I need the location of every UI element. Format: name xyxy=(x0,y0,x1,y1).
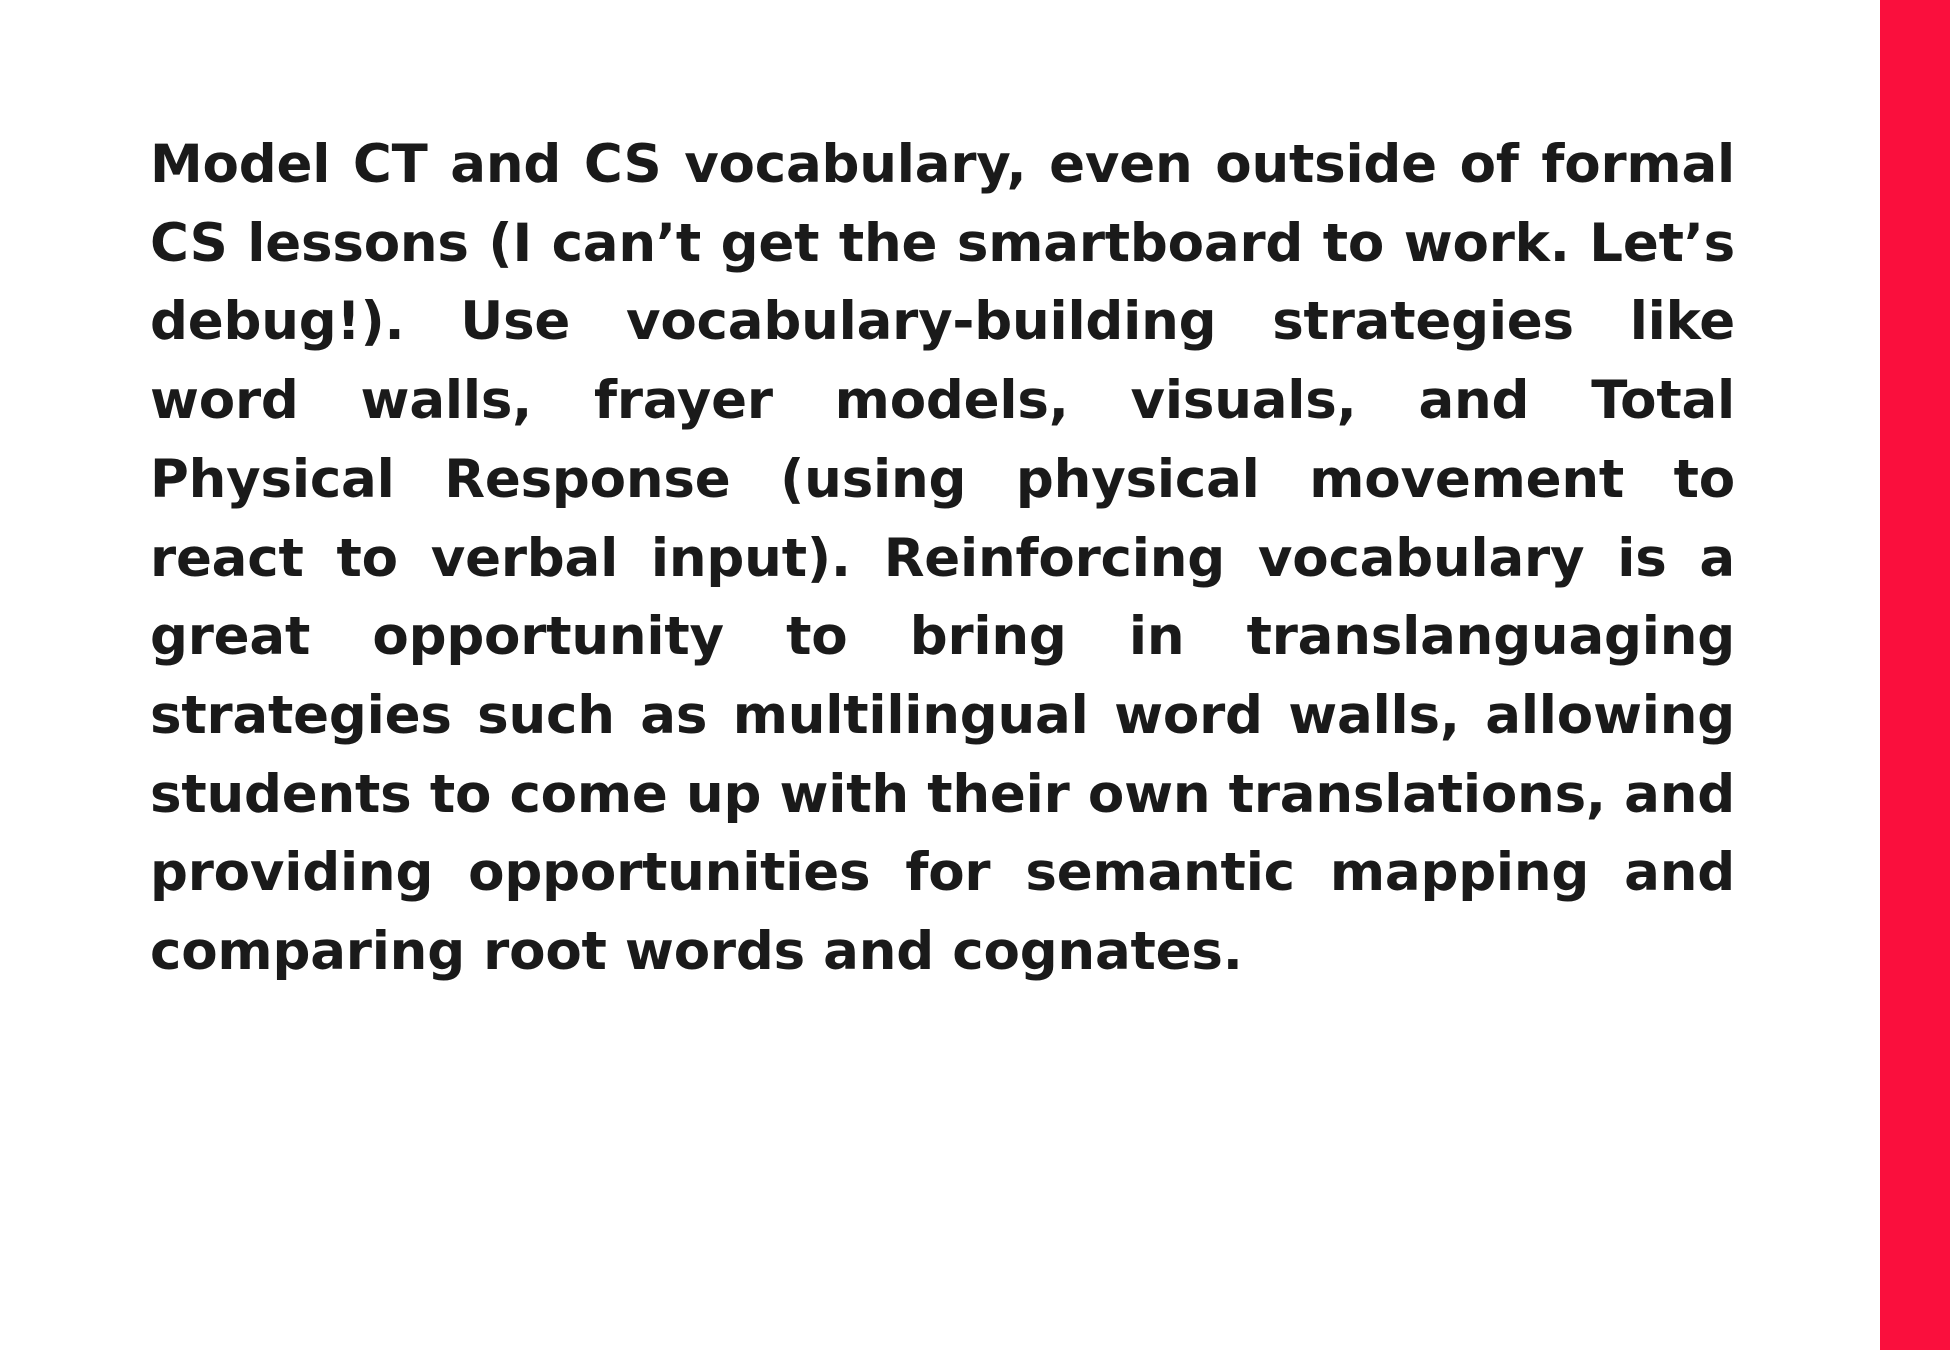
body-text-block xyxy=(150,126,1754,992)
right-accent-bar xyxy=(1880,0,1950,1350)
body-paragraph: Model CT and CS vocabulary, even outside of formal CS lessons (I can’t get the smartboard to work. Let’s debug!). Use vocabulary-building strategies like word walls, frayer models, visuals, and Total Physical Response (using physical movement to react to verbal input). Reinforcing vocabulary is a great opportunity to bring in translanguaging strategies such as multilingual word walls, allowing students to come up with their own translations, and providing opportunities for semantic mapping and comparing root words and cognates. xyxy=(150,134,1754,983)
